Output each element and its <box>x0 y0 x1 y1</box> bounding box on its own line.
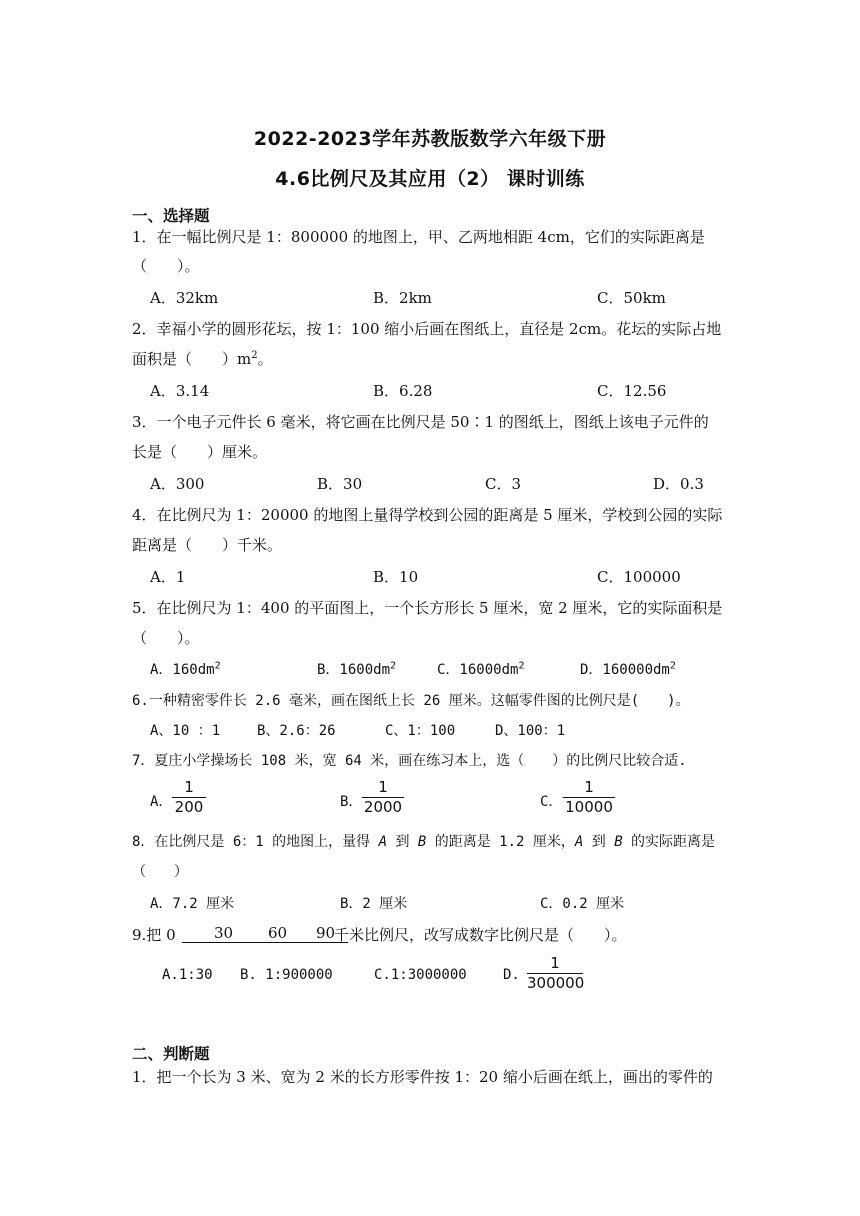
question-3-line-2: 长是（ ）厘米。 <box>132 443 268 461</box>
q7-option-a-fraction: 1 200 <box>172 779 206 816</box>
q8-option-a: A．7.2 厘米 <box>150 896 235 912</box>
q3-option-c: C．3 <box>485 475 522 493</box>
q9-option-b: B. 1:900000 <box>240 967 333 983</box>
q9-option-d-label: D. <box>503 967 520 983</box>
question-8-line-2: （ ） <box>132 864 188 880</box>
scale-label-30: 30 <box>214 924 234 942</box>
question-5-line-1: 5．在比例尺为 1：400 的平面图上，一个长方形长 5 厘米，宽 2 厘米，它的实际面积是 <box>132 599 723 617</box>
scale-label-90: 90 <box>316 924 336 942</box>
q1-option-b: B．2km <box>373 289 432 307</box>
question-4-line-2: 距离是（ ）千米。 <box>132 536 283 554</box>
title-line-1: 2022-2023学年苏教版数学六年级下册 <box>253 128 607 150</box>
question-4-line-1: 4．在比例尺为 1：20000 的地图上量得学校到公园的距离是 5 厘米，学校到公园的实际 <box>132 506 723 524</box>
question-2-line-1: 2．幸福小学的圆形花坛，按 1：100 缩小后画在图纸上，直径是 2cm。花坛的实际占地 <box>132 320 722 338</box>
question-1-line-2: （ ）。 <box>132 257 200 275</box>
q8-option-b: B．2 厘米 <box>340 896 408 912</box>
q6-option-c: C、1：100 <box>385 723 456 739</box>
q3-option-a: A．300 <box>150 475 205 493</box>
q5-option-c: C．$16000dm^2$ <box>437 660 525 678</box>
q7-option-a-label: A． <box>150 794 173 810</box>
q2-option-b: B．6.28 <box>373 382 433 400</box>
q9-option-c: C.1:3000000 <box>374 967 467 983</box>
question-2-line-2: 面积是（ ）$m^2$。 <box>132 350 273 368</box>
question-3-line-1: 3．一个电子元件长 6 毫米，将它画在比例尺是 50∶1 的图纸上，图纸上该电子元件的 <box>132 413 709 431</box>
q3-option-b: B．30 <box>317 475 363 493</box>
q1-option-c: C．50km <box>597 289 666 307</box>
q1-option-a: A．32km <box>150 289 219 307</box>
q4-option-b: B．10 <box>373 568 419 586</box>
judgment-1-line-1: 1．把一个长为 3 米、宽为 2 米的长方形零件按 1：20 缩小后画在纸上，画出的零件的 <box>132 1068 713 1086</box>
q4-option-c: C．100000 <box>597 568 681 586</box>
question-5-line-2: （ ）。 <box>132 629 200 647</box>
title-line-2: 4.6比例尺及其应用（2） 课时训练 <box>275 168 585 190</box>
q4-option-a: A．1 <box>150 568 186 586</box>
question-1-line-1: 1．在一幅比例尺是 1：800000 的地图上，甲、乙两地相距 4cm，它们的实际距离是 <box>132 228 705 246</box>
q6-option-a: A、10 ：1 <box>150 723 221 739</box>
q7-option-b-label: B． <box>340 794 363 810</box>
q9-option-d-fraction: 1 300000 <box>527 954 585 992</box>
question-6-line-1: 6.一种精密零件长 2.6 毫米，画在图纸上长 26 厘米。这幅零件图的比例尺是( )。 <box>132 693 690 709</box>
question-9-prefix: 9.把 0 <box>132 926 176 944</box>
q6-option-b: B、2.6：26 <box>257 723 336 739</box>
q5-option-b: B．$1600dm^2$ <box>317 660 397 678</box>
scale-label-60: 60 <box>268 924 288 942</box>
q7-option-c-fraction: 1 10000 <box>563 779 615 816</box>
scale-bar-line <box>182 942 348 943</box>
q5-option-a: A．$160dm^2$ <box>150 660 221 678</box>
q2-option-a: A．3.14 <box>150 382 210 400</box>
q2-option-c: C．12.56 <box>597 382 667 400</box>
q7-option-c-label: C． <box>540 794 563 810</box>
section-heading-choice: 一、选择题 <box>132 207 210 225</box>
question-9-suffix: 千米比例尺，改写成数字比例尺是（ ）。 <box>334 926 627 944</box>
question-7-line-1: 7．夏庄小学操场长 108 米，宽 64 米，画在练习本上，选（ ）的比例尺比较合适. <box>132 753 687 769</box>
section-heading-judgment: 二、判断题 <box>132 1045 210 1063</box>
q9-option-a: A.1:30 <box>162 967 213 983</box>
q7-option-b-fraction: 1 2000 <box>363 778 403 816</box>
question-8-line-1: 8．在比例尺是 6：1 的地图上，量得 A 到 B 的距离是 1.2 厘米，A 到 B 的实际距离是 <box>132 834 716 850</box>
q6-option-d: D、100：1 <box>495 723 566 739</box>
q5-option-d: D．$160000dm^2$ <box>580 660 676 678</box>
q8-option-c: C．0.2 厘米 <box>540 896 625 912</box>
q3-option-d: D．0.3 <box>653 475 704 493</box>
